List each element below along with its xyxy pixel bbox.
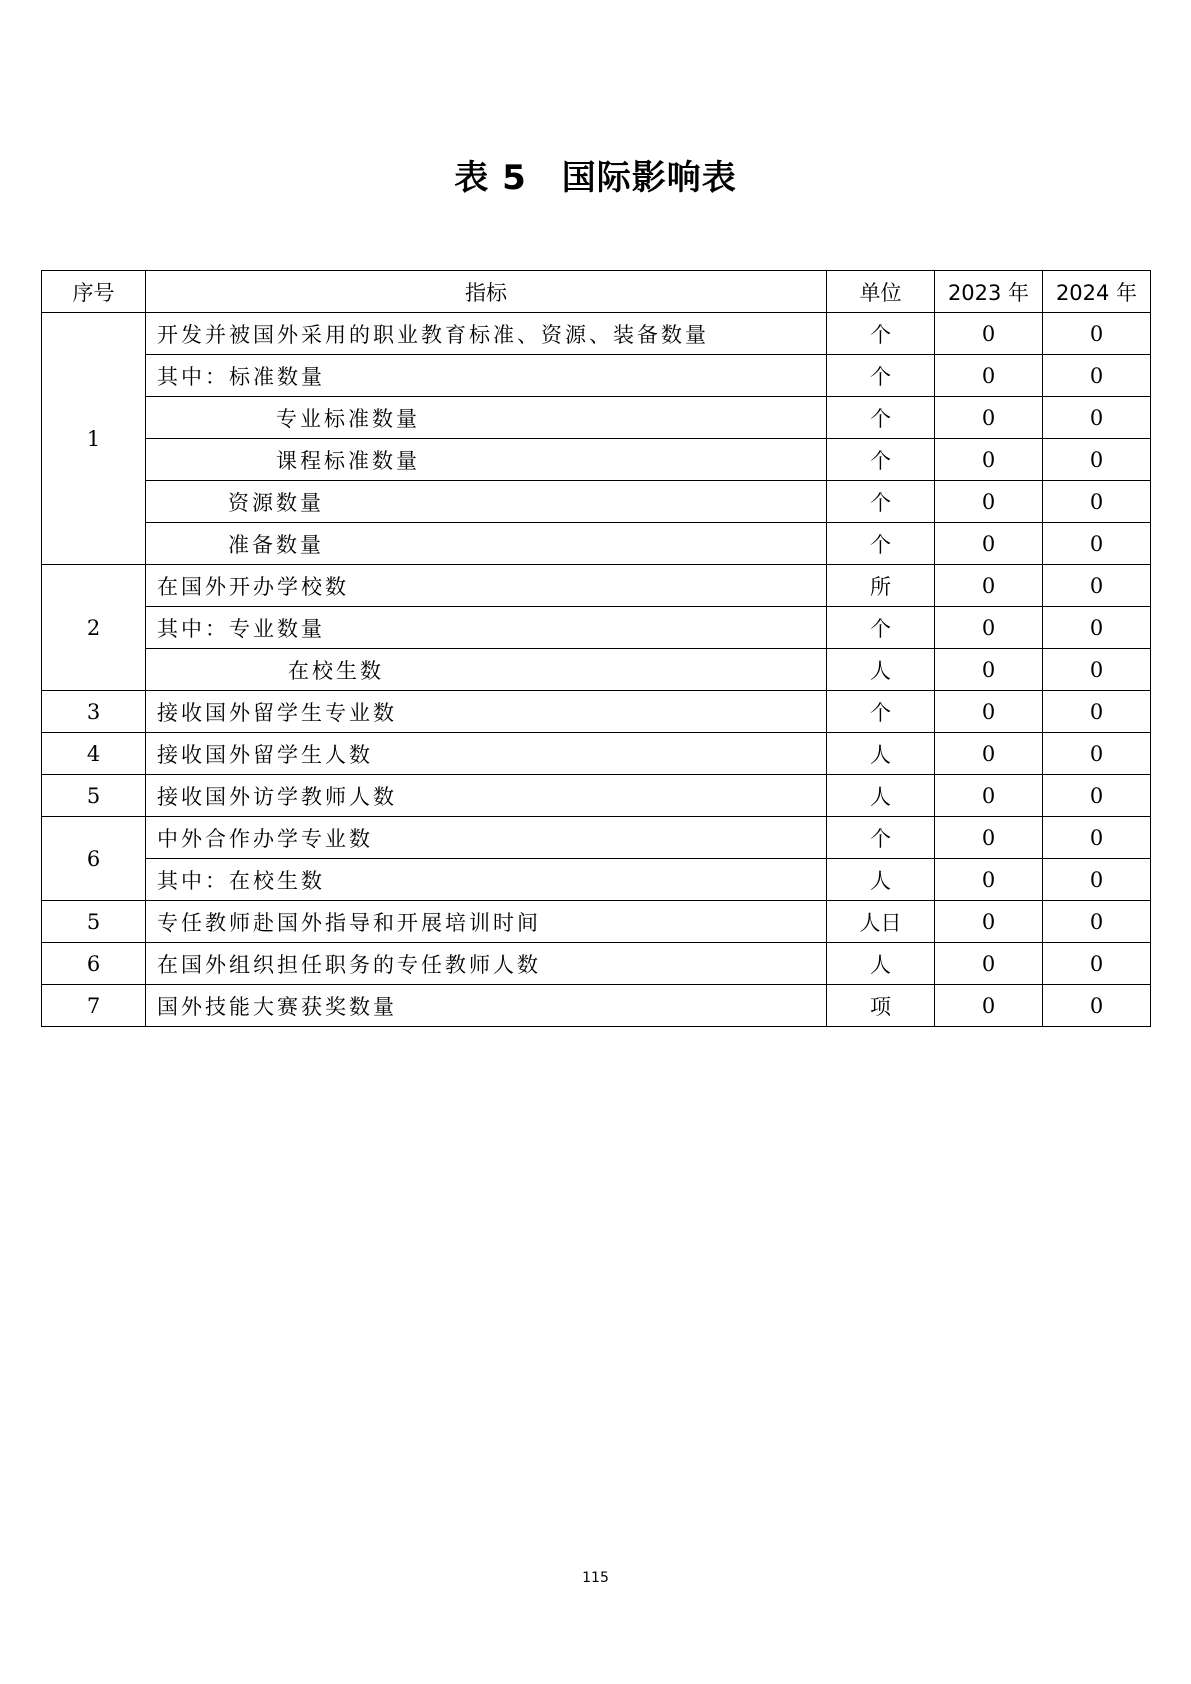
indicator-cell: 在国外开办学校数 <box>146 565 827 607</box>
value-2024-cell: 0 <box>1043 733 1151 775</box>
unit-cell: 个 <box>827 397 935 439</box>
indicator-cell: 其中：在校生数 <box>146 859 827 901</box>
indicator-cell: 其中：专业数量 <box>146 607 827 649</box>
value-2023-cell: 0 <box>935 775 1043 817</box>
unit-cell: 项 <box>827 985 935 1027</box>
table-row <box>42 607 1151 649</box>
row-number: 1 <box>42 313 146 565</box>
value-2023-cell: 0 <box>935 649 1043 691</box>
header-no: 序号 <box>42 271 146 313</box>
value-2023-cell: 0 <box>935 313 1043 355</box>
table-row <box>42 817 1151 859</box>
indicator-cell: 国外技能大赛获奖数量 <box>146 985 827 1027</box>
value-2024-cell: 0 <box>1043 649 1151 691</box>
table-row <box>42 523 1151 565</box>
value-2023-cell: 0 <box>935 943 1043 985</box>
table-row <box>42 985 1151 1027</box>
unit-cell: 人 <box>827 649 935 691</box>
table-row <box>42 355 1151 397</box>
value-2024-cell: 0 <box>1043 313 1151 355</box>
unit-cell: 个 <box>827 691 935 733</box>
row-number: 5 <box>42 901 146 943</box>
international-influence-table <box>41 270 1151 1027</box>
unit-cell: 个 <box>827 523 935 565</box>
indicator-cell: 准备数量 <box>146 523 827 565</box>
indicator-cell: 接收国外访学教师人数 <box>146 775 827 817</box>
unit-cell: 人 <box>827 733 935 775</box>
table-row <box>42 901 1151 943</box>
table-row <box>42 859 1151 901</box>
row-number: 4 <box>42 733 146 775</box>
value-2023-cell: 0 <box>935 859 1043 901</box>
header-2024: 2024 年 <box>1043 271 1151 313</box>
value-2023-cell: 0 <box>935 985 1043 1027</box>
value-2024-cell: 0 <box>1043 523 1151 565</box>
value-2024-cell: 0 <box>1043 943 1151 985</box>
table-title: 表 5 国际影响表 <box>454 158 737 198</box>
value-2024-cell: 0 <box>1043 439 1151 481</box>
value-2023-cell: 0 <box>935 355 1043 397</box>
unit-cell: 人 <box>827 859 935 901</box>
indicator-cell: 接收国外留学生专业数 <box>146 691 827 733</box>
table-row <box>42 733 1151 775</box>
row-number: 5 <box>42 775 146 817</box>
header-row <box>42 271 1151 313</box>
value-2023-cell: 0 <box>935 607 1043 649</box>
value-2023-cell: 0 <box>935 397 1043 439</box>
indicator-cell: 接收国外留学生人数 <box>146 733 827 775</box>
value-2024-cell: 0 <box>1043 607 1151 649</box>
indicator-cell: 在校生数 <box>146 649 827 691</box>
value-2024-cell: 0 <box>1043 355 1151 397</box>
value-2023-cell: 0 <box>935 733 1043 775</box>
indicator-cell: 开发并被国外采用的职业教育标准、资源、装备数量 <box>146 313 827 355</box>
unit-cell: 个 <box>827 313 935 355</box>
unit-cell: 个 <box>827 355 935 397</box>
table-row <box>42 943 1151 985</box>
table-row <box>42 439 1151 481</box>
value-2024-cell: 0 <box>1043 775 1151 817</box>
table-row <box>42 691 1151 733</box>
value-2023-cell: 0 <box>935 691 1043 733</box>
unit-cell: 个 <box>827 607 935 649</box>
indicator-cell: 资源数量 <box>146 481 827 523</box>
table-row <box>42 313 1151 355</box>
table-row <box>42 775 1151 817</box>
indicator-cell: 其中：标准数量 <box>146 355 827 397</box>
indicator-cell: 中外合作办学专业数 <box>146 817 827 859</box>
unit-cell: 个 <box>827 439 935 481</box>
value-2023-cell: 0 <box>935 523 1043 565</box>
row-number: 2 <box>42 565 146 691</box>
unit-cell: 所 <box>827 565 935 607</box>
row-number: 6 <box>42 943 146 985</box>
value-2023-cell: 0 <box>935 565 1043 607</box>
header-indicator: 指标 <box>146 271 827 313</box>
table-row <box>42 649 1151 691</box>
indicator-cell: 专任教师赴国外指导和开展培训时间 <box>146 901 827 943</box>
table-row <box>42 397 1151 439</box>
indicator-cell: 课程标准数量 <box>146 439 827 481</box>
value-2024-cell: 0 <box>1043 481 1151 523</box>
header-2023: 2023 年 <box>935 271 1043 313</box>
unit-cell: 人日 <box>827 901 935 943</box>
unit-cell: 人 <box>827 943 935 985</box>
table-row <box>42 565 1151 607</box>
value-2024-cell: 0 <box>1043 859 1151 901</box>
value-2023-cell: 0 <box>935 439 1043 481</box>
row-number: 7 <box>42 985 146 1027</box>
page-number: 115 <box>582 1570 609 1586</box>
value-2023-cell: 0 <box>935 901 1043 943</box>
header-unit: 单位 <box>827 271 935 313</box>
unit-cell: 人 <box>827 775 935 817</box>
value-2024-cell: 0 <box>1043 565 1151 607</box>
value-2024-cell: 0 <box>1043 691 1151 733</box>
value-2023-cell: 0 <box>935 817 1043 859</box>
unit-cell: 个 <box>827 817 935 859</box>
unit-cell: 个 <box>827 481 935 523</box>
value-2024-cell: 0 <box>1043 985 1151 1027</box>
table-row <box>42 481 1151 523</box>
row-number: 3 <box>42 691 146 733</box>
value-2024-cell: 0 <box>1043 901 1151 943</box>
value-2023-cell: 0 <box>935 481 1043 523</box>
value-2024-cell: 0 <box>1043 397 1151 439</box>
indicator-cell: 在国外组织担任职务的专任教师人数 <box>146 943 827 985</box>
row-number: 6 <box>42 817 146 901</box>
indicator-cell: 专业标准数量 <box>146 397 827 439</box>
value-2024-cell: 0 <box>1043 817 1151 859</box>
